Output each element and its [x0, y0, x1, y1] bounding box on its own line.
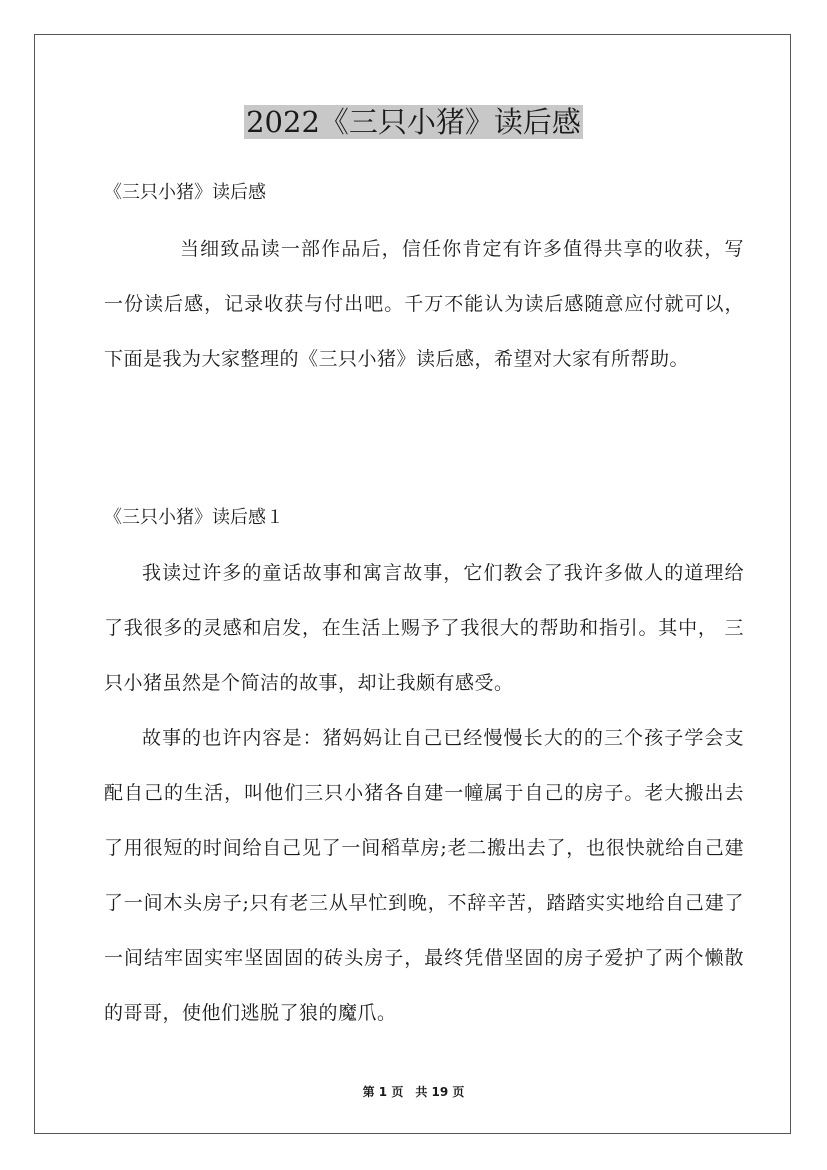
section-paragraph-2: 故事的也许内容是：猪妈妈让自己已经慢慢长大的的三个孩子学会支配自己的生活，叫他们三只小猪各自建一幢属于自己的房子。老大搬出去了用很短的时间给自己见了一间稻草房;老二搬出去了，也很快就给自己建了一间木头房子;只有老三从早忙到晚，不辞辛苦，踏踏实实地给自己建了一间结牢固实牢坚固固的砖头房子，最终凭借坚固的房子爱护了两个懒散的哥哥，使他们逃脱了狼的魔爪。: [104, 727, 744, 1024]
document-title: [0, 102, 827, 142]
title-text: 2022《三只小猪》读后感: [246, 105, 581, 139]
page-number: 第 1 页 共 19 页: [362, 1085, 465, 1099]
section-heading: 《三只小猪》读后感１: [104, 507, 284, 528]
section-paragraph-1: 我读过许多的童话故事和寓言故事，它们教会了我许多做人的道理给了我很多的灵感和启发，在生活上赐予了我很大的帮助和指引。其中， 三只小猪虽然是个简洁的故事，却让我颇有感受。: [104, 562, 744, 694]
intro-paragraph: 当细致品读一部作品后，信任你肯定有许多值得共享的收获，写一份读后感，记录收获与付出吧。千万不能认为读后感随意应付就可以，下面是我为大家整理的《三只小猪》读后感，希望对大家有所帮助。: [104, 238, 744, 370]
subtitle: 《三只小猪》读后感: [104, 182, 266, 203]
